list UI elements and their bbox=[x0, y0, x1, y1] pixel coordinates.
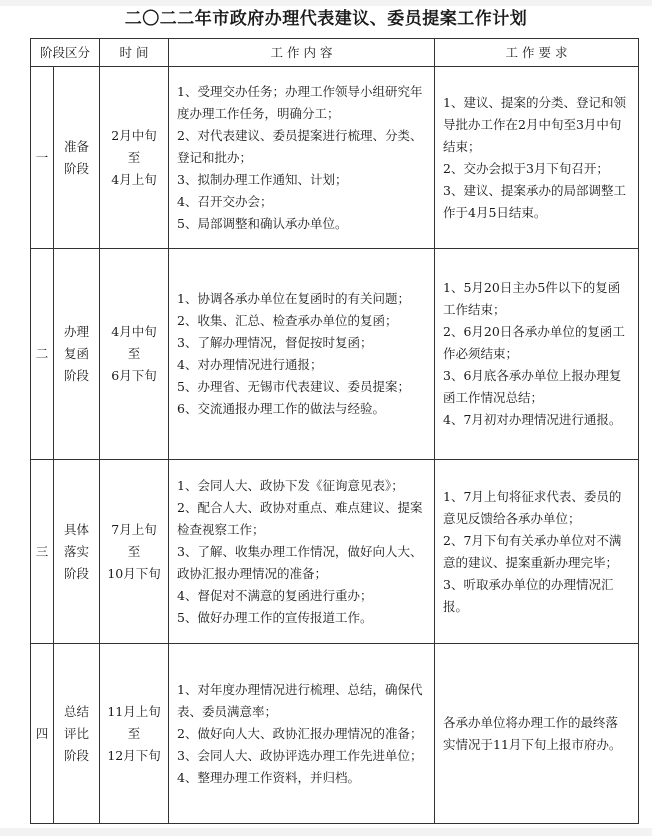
work-requirements: 各承办单位将办理工作的最终落实情况于11月下旬上报市府办。 bbox=[435, 644, 639, 824]
time-range: 4月中旬 至 6月下旬 bbox=[100, 249, 169, 460]
work-content: 1、协调各承办单位在复函时的有关问题； 2、收集、汇总、检查承办单位的复函； 3、了解办理情况，督促按时复函； 4、对办理情况进行通报； 5、办理省、无锡市代表建议、委员提案； 6、交流通报办理工作的做法与经验。 bbox=[169, 249, 435, 460]
work-plan-table bbox=[30, 38, 639, 824]
phase-name: 办理 复函 阶段 bbox=[54, 249, 100, 460]
phase-name: 总结 评比 阶段 bbox=[54, 644, 100, 824]
phase-name: 具体 落实 阶段 bbox=[54, 460, 100, 644]
time-range: 11月上旬 至 12月下旬 bbox=[100, 644, 169, 824]
work-content: 1、会同人大、政协下发《征询意见表》； 2、配合人大、政协对重点、难点建议、提案检查视察工作； 3、了解、收集办理工作情况，做好向人大、政协汇报办理情况的准备； 4、督促对不满意的复函进行重办； 5、做好办理工作的宣传报道工作。 bbox=[169, 460, 435, 644]
phase-name: 准备 阶段 bbox=[54, 67, 100, 249]
table-row bbox=[31, 249, 639, 460]
work-content: 1、对年度办理情况进行梳理、总结，确保代表、委员满意率； 2、做好向人大、政协汇报办理情况的准备； 3、会同人大、政协评选办理工作先进单位； 4、整理办理工作资料，并归档。 bbox=[169, 644, 435, 824]
work-content: 1、受理交办任务；办理工作领导小组研究年度办理工作任务，明确分工； 2、对代表建议、委员提案进行梳理、分类、登记和批办； 3、拟制办理工作通知、计划； 4、召开交办会； 5、局部调整和确认承办单位。 bbox=[169, 67, 435, 249]
work-requirements: 1、5月20日主办5件以下的复函工作结束； 2、6月20日各承办单位的复函工作必须结束； 3、6月底各承办单位上报办理复函工作情况总结； 4、7月初对办理情况进行通报。 bbox=[435, 249, 639, 460]
header-content: 工 作 内 容 bbox=[169, 39, 435, 67]
time-range: 7月上旬 至 10月下旬 bbox=[100, 460, 169, 644]
time-range: 2月中旬 至 4月上旬 bbox=[100, 67, 169, 249]
phase-number: 三 bbox=[31, 460, 54, 644]
work-requirements: 1、建议、提案的分类、登记和领导批办工作在2月中旬至3月中旬结束； 2、交办会拟于3月下旬召开； 3、建议、提案承办的局部调整工作于4月5日结束。 bbox=[435, 67, 639, 249]
table-row bbox=[31, 644, 639, 824]
header-phase: 阶段区分 bbox=[31, 39, 100, 67]
bottom-strip bbox=[0, 828, 652, 836]
header-time: 时 间 bbox=[100, 39, 169, 67]
phase-number: 四 bbox=[31, 644, 54, 824]
page-title: 二〇二二年市政府办理代表建议、委员提案工作计划 bbox=[124, 9, 528, 29]
table-row bbox=[31, 67, 639, 249]
phase-number: 二 bbox=[31, 249, 54, 460]
header-row bbox=[31, 39, 639, 67]
phase-number: 一 bbox=[31, 67, 54, 249]
header-requirements: 工 作 要 求 bbox=[435, 39, 639, 67]
table-row bbox=[31, 460, 639, 644]
work-requirements: 1、7月上旬将征求代表、委员的意见反馈给各承办单位； 2、7月下旬有关承办单位对不满意的建议、提案重新办理完毕； 3、听取承办单位的办理情况汇报。 bbox=[435, 460, 639, 644]
